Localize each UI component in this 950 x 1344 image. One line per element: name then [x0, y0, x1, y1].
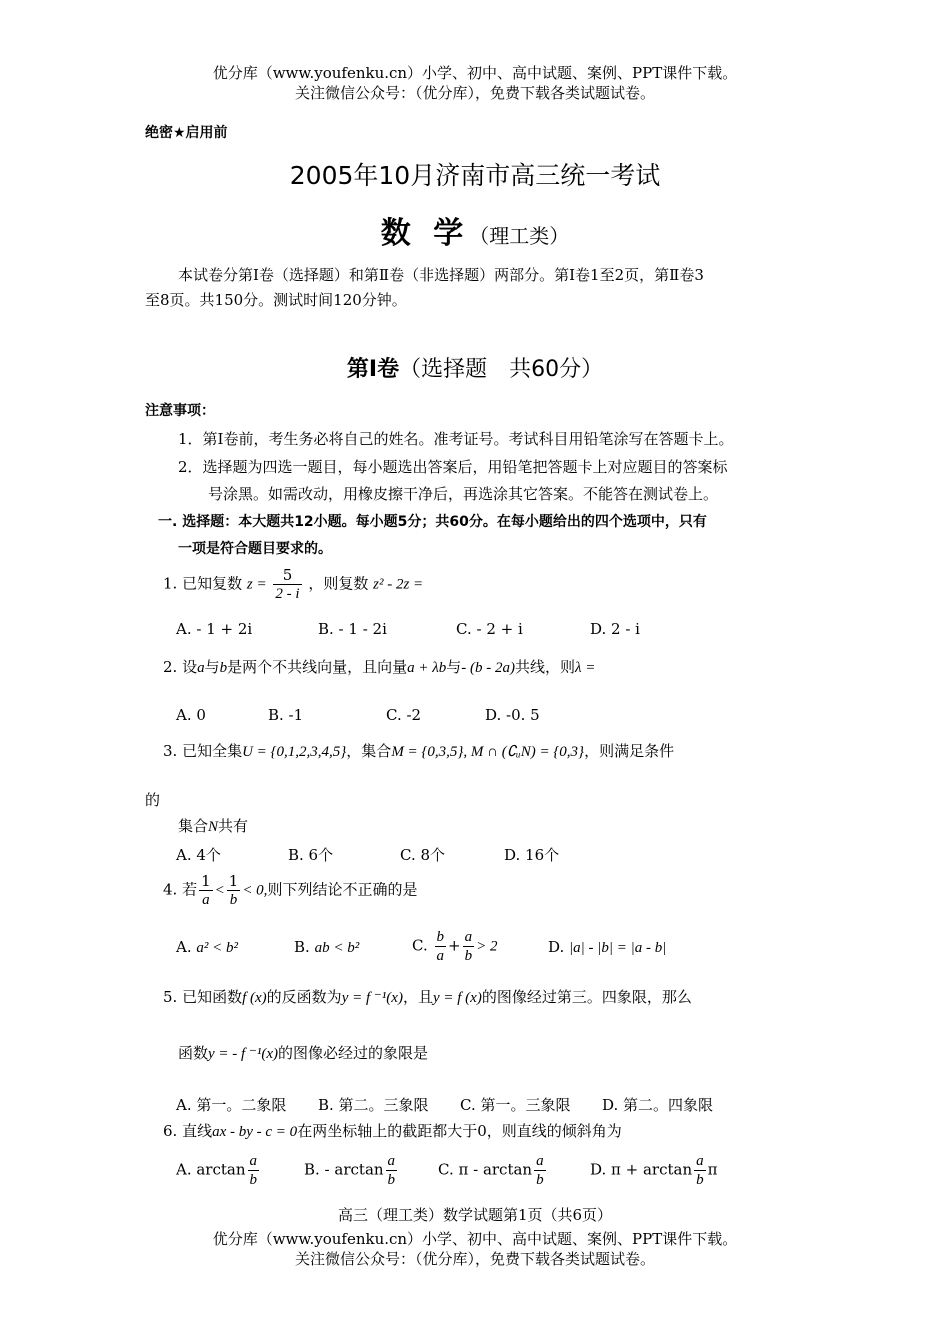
q5-option-b[interactable]: B. 第二。三象限: [318, 1096, 429, 1114]
q4-opt-c-frac-1-den: a: [436, 948, 444, 964]
q6-opt-c-num: a: [536, 1153, 544, 1169]
q1-option-d[interactable]: D. 2 - i: [590, 620, 640, 638]
q1-frac-den: 2 - i: [275, 586, 300, 602]
q2-a: a: [197, 660, 205, 676]
part1-title: [0, 352, 950, 383]
q6-opt-b-frac: [386, 1152, 398, 1189]
header-line-2: 关注微信公众号：（优分库），免费下载各类试题试卷。: [294, 84, 655, 102]
q5-stem-d: 的图像经过第三。四象限，那么: [481, 988, 692, 1006]
q2-option-d[interactable]: D. -0. 5: [485, 706, 540, 724]
part1-title-bold: 第Ⅰ卷: [346, 357, 400, 382]
section1-line-1: 一. 选择题：本大题共12小题。每小题5分；共60分。在每小题给出的四个选项中，只有: [158, 514, 707, 530]
q6-opt-d-frac: [694, 1152, 706, 1189]
q6-opt-d-label: D. π + arctan: [590, 1160, 693, 1179]
q3-stem-a: 3. 已知全集: [163, 742, 243, 760]
question-4-stem: [163, 872, 417, 909]
question-2-stem: [163, 656, 595, 677]
q2-b: b: [219, 660, 228, 676]
q1-option-b[interactable]: B. - 1 - 2i: [318, 620, 387, 638]
q5-line2-a: 函数: [178, 1044, 209, 1062]
q4-frac-2-num: 1: [228, 872, 239, 890]
intro-line-2: 至8页。共150分。测试时间120分钟。: [145, 291, 407, 309]
q1-z-eq: z =: [246, 576, 267, 593]
q6-opt-d-num: a: [696, 1153, 704, 1169]
secret-label: 绝密★启用前: [145, 125, 228, 141]
q2-stem-a: 2. 设: [163, 658, 198, 676]
q3-line2-a: 集合: [178, 817, 209, 835]
intro-line-1: 本试卷分第Ⅰ卷（选择题）和第Ⅱ卷（非选择题）两部分。第Ⅰ卷1至2页，第Ⅱ卷3: [178, 266, 704, 284]
notes-title: 注意事项：: [145, 403, 215, 419]
q6-opt-a-den: b: [249, 1172, 258, 1188]
q4-frac-2-den: b: [229, 892, 238, 908]
q5-inv: y = f ⁻¹(x): [341, 990, 403, 1006]
q1-frac-num: 5: [273, 566, 301, 585]
question-6-stem: [163, 1120, 622, 1141]
footer-header-line-2: 关注微信公众号：（优分库），免费下载各类试题试卷。: [294, 1250, 655, 1268]
q6-opt-d-den: b: [696, 1172, 704, 1188]
q5-stem-c: ，且: [402, 988, 433, 1006]
q5-line-2: [178, 1042, 428, 1063]
q4-option-c[interactable]: C. $\frac{b}{a}$ + $\frac{a}{b}$ > 2: [412, 929, 498, 964]
q4-opt-a-expr: a² < b²: [196, 940, 239, 956]
q4-opt-a-label: A.: [176, 938, 192, 956]
question-5-stem: [163, 986, 692, 1007]
q4-opt-c-tail: > 2: [476, 938, 498, 955]
q6-opt-a-label: A. arctan: [176, 1160, 246, 1179]
q4-opt-c-frac-2: [463, 928, 475, 965]
q3-stem-b: ，集合: [346, 742, 392, 760]
q2-with: 与: [204, 658, 220, 676]
q5-option-a[interactable]: A. 第一。二象限: [176, 1096, 287, 1114]
q3-n: N: [208, 819, 219, 835]
subject-heading: [0, 208, 950, 252]
q6-opt-b-label: B. - arctan: [304, 1160, 384, 1179]
q6-option-d[interactable]: [590, 1152, 718, 1189]
q6-opt-b-den: b: [387, 1172, 396, 1188]
q3-set-u: U = {0,1,2,3,4,5}: [242, 744, 347, 760]
q2-expr2: - (b - 2a): [461, 660, 515, 676]
q4-opt-c-label: C.: [412, 936, 428, 955]
q2-option-a[interactable]: A. 0: [176, 706, 206, 724]
question-3-stem: [163, 740, 674, 761]
page-footer: 高三（理工类）数学试题第1页（共6页）: [337, 1206, 613, 1224]
q6-stem-a: 6. 直线: [163, 1122, 213, 1140]
q5-f: f (x): [242, 990, 267, 1006]
q6-option-c[interactable]: [438, 1152, 548, 1189]
q4-opt-c-frac-1-num: b: [436, 929, 444, 945]
q6-option-b[interactable]: [304, 1152, 399, 1189]
q6-opt-c-frac: [534, 1152, 546, 1189]
q6-opt-d-pi: π: [707, 1160, 718, 1179]
q6-option-a[interactable]: [176, 1152, 261, 1189]
q6-opt-a-num: a: [249, 1153, 258, 1169]
q3-line2-b: 共有: [218, 817, 249, 835]
exam-title: 2005年10月济南市高三统一考试: [289, 161, 661, 190]
q4-option-d[interactable]: [548, 938, 666, 957]
q1-stem-b: ，则复数: [308, 574, 369, 593]
q2-stem-c: 共线，则: [515, 658, 576, 676]
header-line-1: 优分库（www.youfenku.cn）小学、初中、高中试题、案例、PPT课件下载。: [212, 64, 738, 82]
q3-line-2: [178, 815, 248, 836]
q4-opt-b-expr: ab < b²: [314, 940, 360, 956]
q4-opt-c-frac-2-num: a: [464, 929, 473, 945]
q5-stem-b: 的反函数为: [266, 988, 342, 1006]
q2-lambda: λ =: [575, 660, 596, 676]
q5-option-c[interactable]: C. 第一。三象限: [460, 1096, 571, 1114]
q1-expr: z² - 2z =: [373, 576, 424, 593]
q6-opt-c-den: b: [536, 1172, 544, 1188]
q4-option-b[interactable]: [294, 938, 359, 957]
q4-opt-b-label: B.: [294, 938, 310, 956]
notes-item-1: 1．第Ⅰ卷前，考生务必将自己的姓名。准考证号。考试科目用铅笔涂写在答题卡上。: [178, 430, 734, 448]
q4-frac-2: [227, 872, 241, 909]
q4-tail: < 0,: [242, 882, 268, 899]
q4-opt-d-label: D.: [548, 938, 565, 956]
q6-opt-b-num: a: [387, 1153, 396, 1169]
q2-expr1: a + λb: [407, 660, 447, 676]
q4-lt: <: [214, 882, 225, 899]
q6-expr: ax - by - c = 0: [212, 1124, 298, 1140]
q4-frac-1-num: 1: [201, 872, 211, 890]
q3-set-m: M = {0,3,5}, M ∩ (∁ᵤN) = {0,3}: [391, 744, 585, 760]
q3-stem-c: ，则满足条件: [584, 742, 675, 760]
q1-option-c[interactable]: C. - 2 + i: [456, 620, 523, 638]
q5-option-d[interactable]: D. 第二。四象限: [602, 1096, 714, 1114]
q4-stem-b: 则下列结论不正确的是: [267, 880, 418, 899]
q2-option-c[interactable]: C. -2: [386, 706, 422, 724]
notes-item-2-line-1: 2．选择题为四选一题目，每小题选出答案后，用铅笔把答题卡上对应题目的答案标: [178, 458, 728, 476]
subject-category: （理工类）: [469, 224, 570, 248]
question-1-stem: [163, 566, 423, 603]
notes-item-2-line-2: 号涂黑。如需改动，用橡皮擦干净后，再选涂其它答案。不能答在测试卷上。: [208, 485, 719, 503]
q5-stem-a: 5. 已知函数: [163, 988, 243, 1006]
q3-option-c[interactable]: C. 8个: [400, 846, 446, 864]
q3-option-a[interactable]: A. 4个: [176, 846, 221, 864]
q4-frac-1-den: a: [202, 892, 210, 908]
q3-wrap: 的: [145, 791, 161, 809]
q4-opt-c-frac-1: [435, 928, 447, 965]
q6-stem-b: 在两坐标轴上的截距都大于0，则直线的倾斜角为: [297, 1122, 622, 1140]
q4-opt-d-expr: |a| - |b| = |a - b|: [569, 940, 667, 956]
q2-stem-b: 是两个不共线向量，且向量: [227, 658, 408, 676]
q6-opt-a-frac: [248, 1152, 260, 1189]
q4-opt-c-frac-2-den: b: [464, 948, 473, 964]
q4-stem-a: 4. 若: [163, 880, 198, 899]
q3-option-b[interactable]: B. 6个: [288, 846, 334, 864]
footer-header-line-1: 优分库（www.youfenku.cn）小学、初中、高中试题、案例、PPT课件下载。: [212, 1230, 738, 1248]
q1-stem-a: 1. 已知复数: [163, 574, 243, 593]
q5-yf: y = f (x): [432, 990, 482, 1006]
q3-option-d[interactable]: D. 16个: [504, 846, 560, 864]
part1-title-rest: （选择题 共60分）: [399, 357, 604, 382]
q2-with2: 与: [446, 658, 462, 676]
q5-line2-b: 的图像必经过的象限是: [278, 1044, 429, 1062]
q1-fraction: [273, 566, 301, 603]
subject-name: 数 学: [380, 216, 470, 251]
section1-line-2: 一项是符合题目要求的。: [178, 541, 332, 557]
q6-opt-c-label: C. π - arctan: [438, 1160, 533, 1179]
q5-neg-inv: y = - f ⁻¹(x): [208, 1046, 279, 1062]
q4-frac-1: [199, 872, 213, 909]
q1-option-a[interactable]: A. - 1 + 2i: [176, 620, 253, 638]
q2-option-b[interactable]: B. -1: [268, 706, 304, 724]
q4-option-a[interactable]: [176, 938, 238, 957]
